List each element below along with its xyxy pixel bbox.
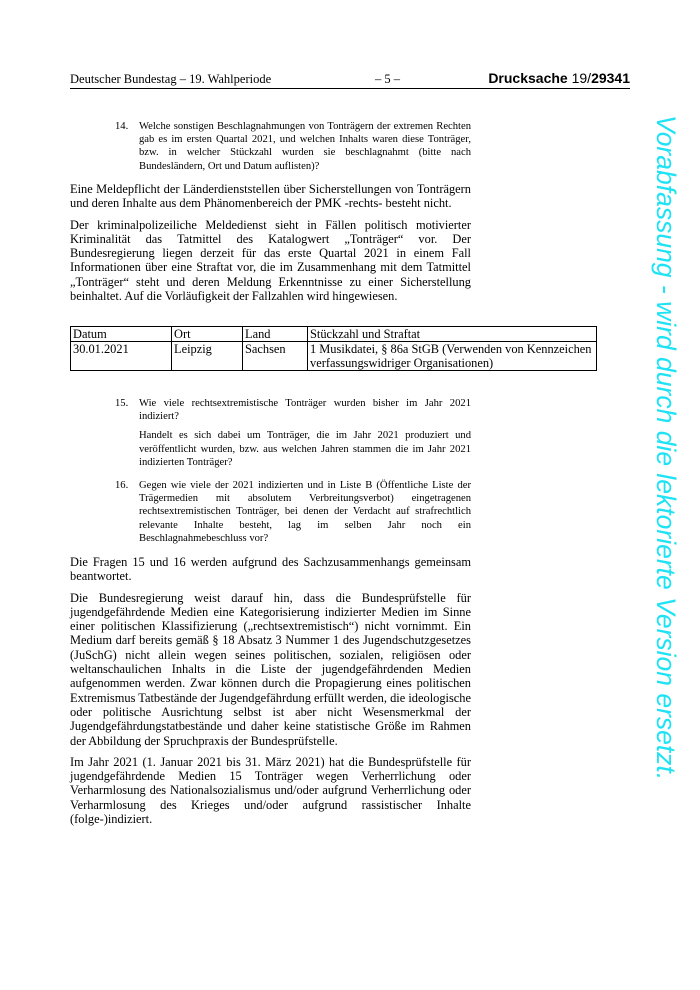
answer-15-16 xyxy=(70,555,471,826)
table-header-cell: Land xyxy=(243,327,308,342)
header-publication: Deutscher Bundestag – 19. Wahlperiode xyxy=(70,72,272,86)
table-header-cell: Ort xyxy=(172,327,243,342)
draft-watermark: Vorabfassung - wird durch die lektorierte Version ersetzt. xyxy=(651,115,681,781)
question-14 xyxy=(115,120,471,173)
header-document-number xyxy=(488,70,630,86)
question-15 xyxy=(115,397,471,469)
table-cell: 1 Musikdatei, § 86a StGB (Verwenden von Kennzeichen verfassungswidriger Organisationen) xyxy=(308,342,597,371)
answer-14 xyxy=(70,182,471,303)
table-cell: Leipzig xyxy=(172,342,243,371)
question-text: Wie viele rechtsextremistische Tonträger wurden bisher im Jahr 2021 indiziert? xyxy=(139,398,471,423)
table-header-cell: Datum xyxy=(71,327,172,342)
table-header-cell: Stückzahl und Straftat xyxy=(308,327,597,342)
question-text: Handelt es sich dabei um Tonträger, die im Jahr 2021 produziert und veröffentlicht wurden, bzw. aus welchen Jahren stammen die im Jahr 2021 indizierten Tonträger? xyxy=(139,430,471,468)
answer-paragraph: Im Jahr 2021 (1. Januar 2021 bis 31. März 2021) hat die Bundesprüfstelle für jugendgefährdende Medien 15 Tonträger wegen Verherrlichung oder Verharmlosung des Nationalsozialismus und/oder aufgrund Verherrlichung oder Verharmlosung des Krieges und/oder aufgrund rassistischer Inhalte (folge-)indiziert. xyxy=(70,754,471,827)
table-header-row xyxy=(71,327,597,342)
table-cell: Sachsen xyxy=(243,342,308,371)
header-drucksache-label: Drucksache xyxy=(488,70,568,86)
answer-paragraph: Der kriminalpolizeiliche Meldedienst sieht in Fällen politisch motivierter Kriminalität das Tatmittel des Katalogwert „Tonträger“ vor. Der Bundesregierung liegen derzeit für das erste Quartal 2021 in einem Fall Informationen über eine Straftat vor, die im Zusammenhang mit dem Tatmittel „Tonträger“ steht und deren Meldung Erkenntnisse zu einer Sicherstellung beinhaltet. Auf die Vorläufigkeit der Fallzahlen wird hingewiesen. xyxy=(70,217,471,304)
question-number: 16. xyxy=(115,480,129,491)
question-text: Welche sonstigen Beschlagnahmungen von Tonträgern der extremen Rechten gab es im ersten Quartal 2021, und welchen Inhalts waren diese Tonträger, bzw. in welcher Stückzahl wurden sie beschlagnahmt (bitte nach Bundesländern, Ort und Datum auflisten)? xyxy=(139,121,471,172)
header-page-number: – 5 – xyxy=(375,72,400,86)
answer-paragraph: Eine Meldepflicht der Länderdienststellen über Sicherstellungen von Tonträgern und deren Inhalte aus dem Phänomenbereich der PMK -rechts- besteht nicht. xyxy=(70,182,471,211)
answer-paragraph: Die Bundesregierung weist darauf hin, dass die Bundesprüfstelle für jugendgefährdende Medien eine Kategorisierung indizierter Medien im Sinne einer politischen Klassifizierung („rechtsextremistisch“) nicht vornimmt. Ein Medium darf bereits gemäß § 18 Absatz 3 Nummer 1 des Jugendschutzgesetzes (JuSchG) nicht allein wegen seines politischen, sozialen, religiösen oder weltanschaulichen Inhalts in die Liste der jugendgefährdenden Medien aufgenommen werden. Zwar können durch die Propagierung eines politischen Extremismus Tatbestände der Jugendgefährdung erfüllt werden, die ideologische oder politische Ausrichtung selbst ist aber nicht Wesensmerkmal der Jugendgefährdungstatbestände und daher keine statistische Größe im Rahmen der Abbildung der Spruchpraxis der Bundesprüfstelle. xyxy=(70,590,471,748)
question-number: 14. xyxy=(115,121,129,132)
page-header xyxy=(70,70,630,89)
seizure-table xyxy=(70,326,597,371)
header-number: 29341 xyxy=(591,70,630,86)
answer-paragraph: Die Fragen 15 und 16 werden aufgrund des Sachzusammenhangs gemeinsam beantwortet. xyxy=(70,555,471,584)
question-text: Gegen wie viele der 2021 indizierten und in Liste B (Öffentliche Liste der Trägermedien mit absolutem Verbreitungsverbot) eingetragenen rechtsextremistischen Tonträger, bei denen der Verdacht auf strafrechtlich relevante Inhalte besteht, lag im selben Jahr noch ein Beschlagnahmebeschluss vor? xyxy=(139,480,471,544)
question-number: 15. xyxy=(115,398,129,409)
question-16 xyxy=(115,479,471,545)
table-cell: 30.01.2021 xyxy=(71,342,172,371)
table-row xyxy=(71,342,597,371)
header-period-prefix: 19/ xyxy=(571,70,592,86)
